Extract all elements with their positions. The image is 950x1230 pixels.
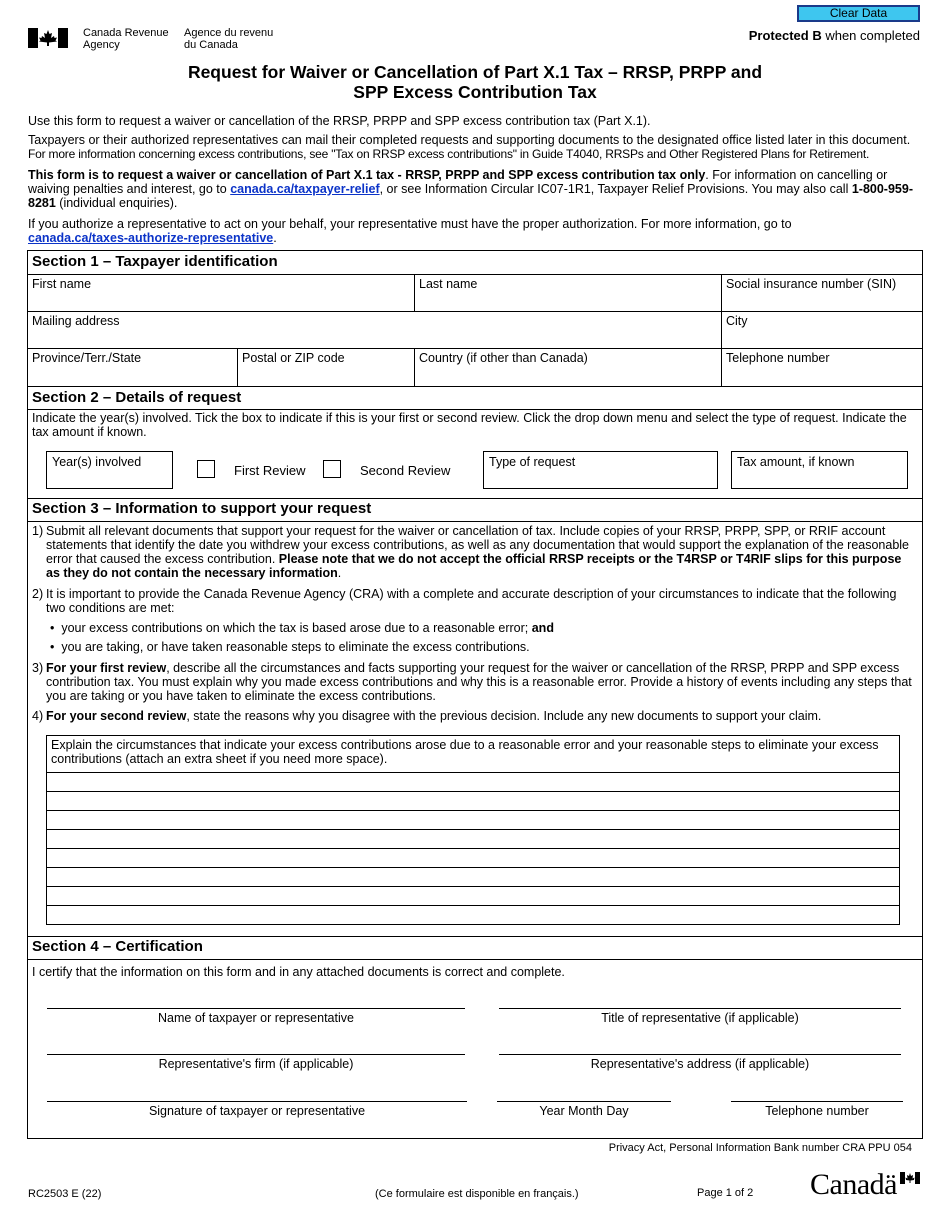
first-review-checkbox[interactable] bbox=[197, 460, 215, 478]
wordmark-flag-icon bbox=[900, 1172, 920, 1184]
signature-label: Signature of taxpayer or representative bbox=[148, 1104, 366, 1118]
form-number: RC2503 E (22) bbox=[28, 1188, 102, 1200]
country-field[interactable]: Country (if other than Canada) bbox=[419, 351, 588, 365]
canada-flag-icon bbox=[28, 28, 68, 48]
explanation-textarea[interactable]: Explain the circumstances that indicate your excess contributions arose due to a reasonable error and your reasonable steps to eliminate your excess contributions (attach an extra sheet if you need more space). bbox=[46, 735, 900, 925]
sin-field[interactable]: Social insurance number (SIN) bbox=[726, 277, 897, 291]
firm-line[interactable] bbox=[47, 1054, 465, 1055]
tax-amount-field[interactable]: Tax amount, if known bbox=[731, 451, 908, 489]
second-review-label: Second Review bbox=[360, 463, 451, 478]
title-line[interactable] bbox=[499, 1008, 901, 1009]
name-label: Name of taxpayer or representative bbox=[158, 1011, 354, 1025]
agency-name-fr: Agence du revenu du Canada bbox=[184, 27, 274, 51]
intro-paragraph-3: This form is to request a waiver or cancellation of Part X.1 tax - RRSP, PRPP and SPP excess contribution tax only. For information on cancelling or waiving penalties and interest, go to canada.ca/taxpayer-relief, or see Information Circular IC07-1R1, Taxpayer Relief Provisions. You may also call 1-800-959-8281 (individual enquiries). bbox=[28, 168, 913, 210]
first-review-label: First Review bbox=[234, 463, 306, 478]
type-of-request-dropdown[interactable]: Type of request bbox=[483, 451, 718, 489]
section3-item-1: 1) Submit all relevant documents that support your request for the waiver or cancellation of tax. Include copies of your RRSP, PRPP, SPP, or RRIF account statements that identify the date you withdrew your excess contributions, as well as any documentation that would support the explanation of the reasonable error that caused the excess contribution. Please note that we do not accept the official RRSP receipts or the T4RSP or T4RIF slips for this purpose as they do not contain the necessary information. bbox=[32, 524, 910, 580]
name-line[interactable] bbox=[47, 1008, 465, 1009]
section3-item-2: 2) It is important to provide the Canada Revenue Agency (CRA) with a complete and accurate description of your circumstances to indicate that the following two conditions are met: bbox=[32, 587, 897, 615]
taxpayer-relief-link[interactable]: canada.ca/taxpayer-relief bbox=[230, 182, 380, 196]
province-field[interactable]: Province/Terr./State bbox=[32, 351, 142, 365]
certification-statement: I certify that the information on this form and in any attached documents is correct and complete. bbox=[32, 965, 565, 979]
section1-heading: Section 1 – Taxpayer identification bbox=[32, 253, 278, 270]
title-label: Title of representative (if applicable) bbox=[601, 1011, 799, 1025]
page-title: Request for Waiver or Cancellation of Part X.1 Tax – RRSP, PRPP and SPP Excess Contribution Tax bbox=[187, 62, 763, 102]
section3-bullet-2: • you are taking, or have taken reasonable steps to eliminate the excess contributions. bbox=[50, 640, 530, 654]
date-label: Year Month Day bbox=[539, 1104, 629, 1118]
clear-data-button[interactable]: Clear Data bbox=[797, 5, 920, 22]
section3-heading: Section 3 – Information to support your request bbox=[32, 500, 372, 517]
agency-name-en: Canada Revenue Agency bbox=[83, 27, 169, 51]
years-involved-field[interactable]: Year(s) involved bbox=[46, 451, 173, 489]
date-line[interactable] bbox=[497, 1101, 671, 1102]
intro-paragraph-1: Use this form to request a waiver or cancellation of the RRSP, PRPP and SPP excess contribution tax (Part X.1). bbox=[28, 114, 651, 128]
signature-line[interactable] bbox=[47, 1101, 467, 1102]
intro-paragraph-2: Taxpayers or their authorized representatives can mail their completed requests and supporting documents to the designated office listed later in this document. For more information concerning excess contributions, see "Tax on RRSP excess contributions" in Guide T4040, RRSPs and Other Registered Plans for Retirement. bbox=[28, 133, 911, 161]
authorize-representative-link[interactable]: canada.ca/taxes-authorize-representative bbox=[28, 231, 274, 245]
page-number: Page 1 of 2 bbox=[697, 1187, 754, 1199]
section3-item-3: 3) For your first review, describe all the circumstances and facts supporting your request for the waiver or cancellation of the RRSP, PRPP and SPP excess contribution tax. You must explain why you made excess contributions and why this is a reasonable error. Provide a history of events including any steps that you are taking or you have taken to eliminate the excess contributions. bbox=[32, 661, 912, 703]
address-label: Representative's address (if applicable) bbox=[590, 1057, 810, 1071]
firm-label: Representative's firm (if applicable) bbox=[158, 1057, 354, 1071]
mailing-address-field[interactable]: Mailing address bbox=[32, 314, 120, 328]
section3-bullet-1: • your excess contributions on which the tax is based arose due to a reasonable error; and bbox=[50, 621, 554, 635]
certification-telephone-label: Telephone number bbox=[765, 1104, 869, 1118]
protected-b-label: Protected B when completed bbox=[748, 28, 920, 43]
section4-heading: Section 4 – Certification bbox=[32, 938, 203, 955]
last-name-field[interactable]: Last name bbox=[419, 277, 478, 291]
section2-heading: Section 2 – Details of request bbox=[32, 389, 242, 406]
postal-code-field[interactable]: Postal or ZIP code bbox=[242, 351, 345, 365]
section3-item-4: 4) For your second review, state the reasons why you disagree with the previous decision. Include any new documents to support your claim. bbox=[32, 709, 822, 723]
telephone-field[interactable]: Telephone number bbox=[726, 351, 830, 365]
canada-wordmark: Canadä bbox=[810, 1168, 897, 1201]
intro-paragraph-4: If you authorize a representative to act on your behalf, your representative must have the proper authorization. For more information, go to canada.ca/taxes-authorize-representative. bbox=[28, 217, 792, 245]
second-review-checkbox[interactable] bbox=[323, 460, 341, 478]
privacy-statement: Privacy Act, Personal Information Bank number CRA PPU 054 bbox=[608, 1142, 912, 1154]
address-line[interactable] bbox=[499, 1054, 901, 1055]
city-field[interactable]: City bbox=[726, 314, 748, 328]
french-availability: (Ce formulaire est disponible en français.) bbox=[375, 1188, 579, 1200]
first-name-field[interactable]: First name bbox=[32, 277, 92, 291]
section2-instructions: Indicate the year(s) involved. Tick the box to indicate if this is your first or second review. Click the drop down menu and select the type of request. Indicate the tax amount if known. bbox=[32, 411, 907, 439]
certification-telephone-line[interactable] bbox=[731, 1101, 903, 1102]
